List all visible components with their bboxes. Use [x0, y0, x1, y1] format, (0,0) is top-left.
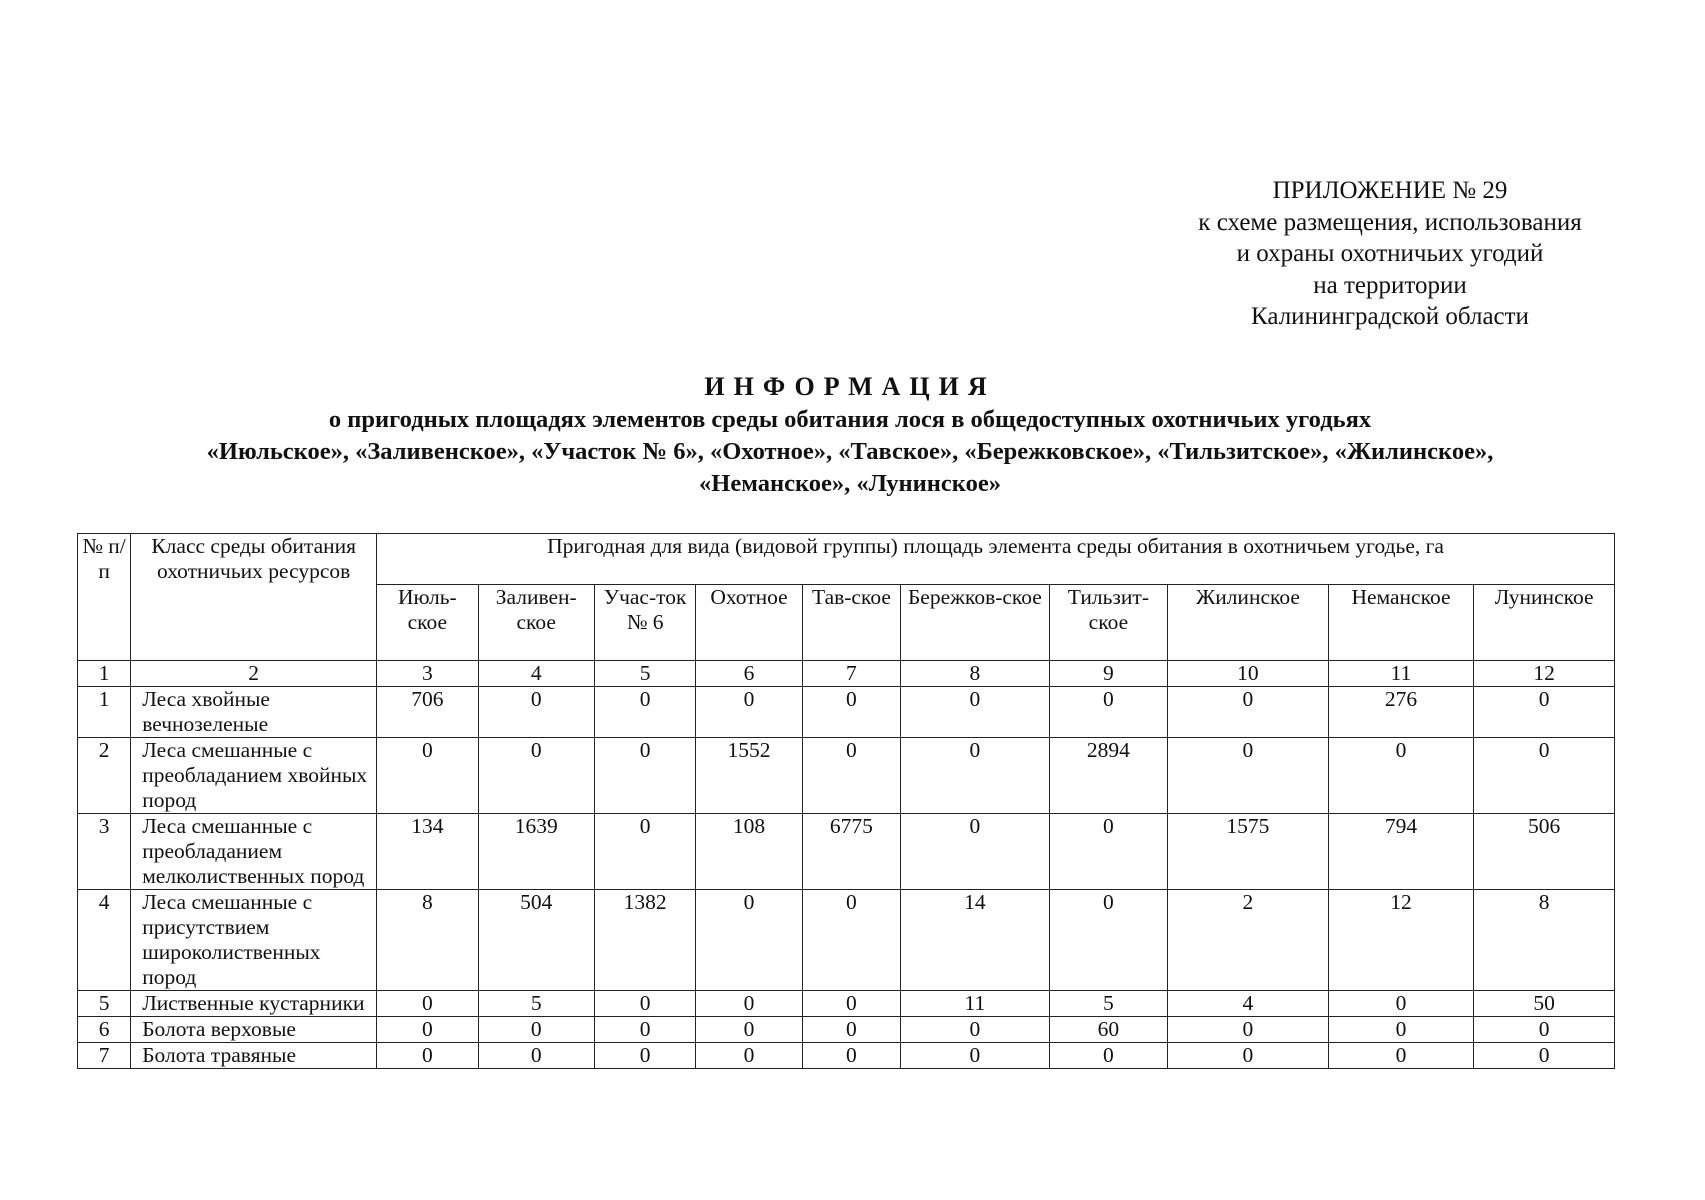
appendix-number: ПРИЛОЖЕНИЕ № 29 [1272, 177, 1508, 204]
area-value: 0 [594, 738, 695, 814]
area-value: 706 [377, 687, 478, 738]
table-row [78, 890, 1615, 991]
area-value: 2 [1168, 890, 1329, 991]
area-value: 5 [478, 991, 594, 1017]
header-ground: Бережков-ское [901, 585, 1050, 661]
area-value: 0 [696, 1017, 802, 1043]
area-value: 0 [1474, 687, 1615, 738]
column-number: 7 [802, 661, 900, 687]
appendix-line: Калининградской области [1251, 303, 1529, 330]
area-value: 4 [1168, 991, 1329, 1017]
area-value: 8 [1474, 890, 1615, 991]
area-value: 0 [1328, 1043, 1474, 1069]
habitat-class: Леса смешанные с преобладанием мелколиственных пород [131, 814, 377, 890]
area-value: 794 [1328, 814, 1474, 890]
header-ground: Июль-ское [377, 585, 478, 661]
header-num: № п/п [78, 534, 131, 661]
appendix-header [1160, 175, 1620, 333]
header-ground: Тильзит-ское [1049, 585, 1167, 661]
column-number: 4 [478, 661, 594, 687]
area-value: 12 [1328, 890, 1474, 991]
habitat-class: Леса хвойные вечнозеленые [131, 687, 377, 738]
row-number: 7 [78, 1043, 131, 1069]
area-value: 0 [594, 814, 695, 890]
area-value: 0 [696, 991, 802, 1017]
habitat-area-table [77, 533, 1615, 1069]
area-value: 0 [802, 991, 900, 1017]
subtitle-line: о пригодных площадях элементов среды обитания лося в общедоступных охотничьих угодьях [328, 406, 1372, 433]
area-value: 0 [802, 1017, 900, 1043]
header-ground: Жилинское [1168, 585, 1329, 661]
column-number: 12 [1474, 661, 1615, 687]
area-value: 6775 [802, 814, 900, 890]
header-ground: Тав-ское [802, 585, 900, 661]
appendix-line: к схеме размещения, использования [1198, 208, 1582, 236]
column-number: 6 [696, 661, 802, 687]
title-main: ИНФОРМАЦИЯ [704, 372, 996, 401]
area-value: 0 [1474, 1043, 1615, 1069]
table-row [78, 687, 1615, 738]
area-value: 0 [802, 1043, 900, 1069]
area-value: 0 [901, 1017, 1050, 1043]
area-value: 0 [478, 1043, 594, 1069]
header-class: Класс среды обитания охотничьих ресурсов [131, 534, 377, 661]
area-value: 0 [1328, 991, 1474, 1017]
table-body [78, 534, 1615, 1069]
header-ground: Лунинское [1474, 585, 1615, 661]
area-value: 11 [901, 991, 1050, 1017]
document-title [60, 370, 1640, 500]
area-value: 0 [802, 890, 900, 991]
area-value: 60 [1049, 1017, 1167, 1043]
area-value: 0 [696, 890, 802, 991]
area-value: 0 [901, 814, 1050, 890]
appendix-line: и охраны охотничьих угодий [1236, 240, 1544, 267]
area-value: 0 [478, 687, 594, 738]
row-number: 3 [78, 814, 131, 890]
title-subtitle [60, 404, 1640, 500]
header-ground: Заливен-ское [478, 585, 594, 661]
table-row [78, 1043, 1615, 1069]
column-number: 11 [1328, 661, 1474, 687]
table-row [78, 814, 1615, 890]
area-value: 0 [1049, 890, 1167, 991]
column-number: 9 [1049, 661, 1167, 687]
table-row [78, 991, 1615, 1017]
area-value: 0 [594, 687, 695, 738]
column-number: 1 [78, 661, 131, 687]
area-value: 0 [901, 738, 1050, 814]
column-number: 10 [1168, 661, 1329, 687]
area-value: 8 [377, 890, 478, 991]
table-row [78, 1017, 1615, 1043]
area-value: 108 [696, 814, 802, 890]
area-value: 0 [594, 991, 695, 1017]
area-value: 2894 [1049, 738, 1167, 814]
area-value: 0 [1168, 1043, 1329, 1069]
subtitle-line: «Неманское», «Лунинское» [699, 470, 1001, 497]
header-ground: Неманское [1328, 585, 1474, 661]
area-value: 0 [1474, 738, 1615, 814]
area-value: 0 [1168, 1017, 1329, 1043]
area-value: 0 [1168, 687, 1329, 738]
area-value: 0 [1328, 738, 1474, 814]
area-value: 5 [1049, 991, 1167, 1017]
header-ground: Учас-ток № 6 [594, 585, 695, 661]
area-value: 0 [802, 687, 900, 738]
area-value: 0 [1049, 1043, 1167, 1069]
row-number: 5 [78, 991, 131, 1017]
subtitle-line: «Июльское», «Заливенское», «Участок № 6», «Охотное», «Тавское», «Бережковское», «Тильзитское», «Жилинское», [206, 438, 1494, 465]
area-value: 504 [478, 890, 594, 991]
habitat-class: Болота травяные [131, 1043, 377, 1069]
area-value: 0 [377, 1017, 478, 1043]
area-value: 0 [802, 738, 900, 814]
area-value: 0 [696, 687, 802, 738]
habitat-class: Леса смешанные с преобладанием хвойных пород [131, 738, 377, 814]
area-value: 1552 [696, 738, 802, 814]
row-number: 1 [78, 687, 131, 738]
area-value: 506 [1474, 814, 1615, 890]
header-ground: Охотное [696, 585, 802, 661]
area-value: 0 [377, 991, 478, 1017]
area-value: 0 [901, 687, 1050, 738]
header-row [78, 534, 1615, 585]
area-value: 1575 [1168, 814, 1329, 890]
area-value: 0 [1049, 814, 1167, 890]
column-number: 8 [901, 661, 1050, 687]
area-value: 1639 [478, 814, 594, 890]
area-value: 0 [478, 1017, 594, 1043]
area-value: 276 [1328, 687, 1474, 738]
table-row [78, 738, 1615, 814]
area-value: 1382 [594, 890, 695, 991]
column-number: 2 [131, 661, 377, 687]
column-number: 3 [377, 661, 478, 687]
appendix-line: на территории [1313, 271, 1467, 299]
area-value: 50 [1474, 991, 1615, 1017]
area-value: 14 [901, 890, 1050, 991]
area-value: 0 [1474, 1017, 1615, 1043]
area-value: 0 [594, 1043, 695, 1069]
habitat-class: Леса смешанные с присутствием широколиственных пород [131, 890, 377, 991]
area-value: 0 [594, 1017, 695, 1043]
area-value: 134 [377, 814, 478, 890]
column-numbers-row [78, 661, 1615, 687]
area-value: 0 [1328, 1017, 1474, 1043]
area-value: 0 [696, 1043, 802, 1069]
area-value: 0 [377, 738, 478, 814]
row-number: 4 [78, 890, 131, 991]
row-number: 6 [78, 1017, 131, 1043]
area-value: 0 [1168, 738, 1329, 814]
row-number: 2 [78, 738, 131, 814]
header-area: Пригодная для вида (видовой группы) площадь элемента среды обитания в охотничьем угодье, га [377, 534, 1615, 585]
area-value: 0 [901, 1043, 1050, 1069]
area-value: 0 [377, 1043, 478, 1069]
column-number: 5 [594, 661, 695, 687]
area-value: 0 [478, 738, 594, 814]
habitat-class: Лиственные кустарники [131, 991, 377, 1017]
area-value: 0 [1049, 687, 1167, 738]
habitat-class: Болота верховые [131, 1017, 377, 1043]
